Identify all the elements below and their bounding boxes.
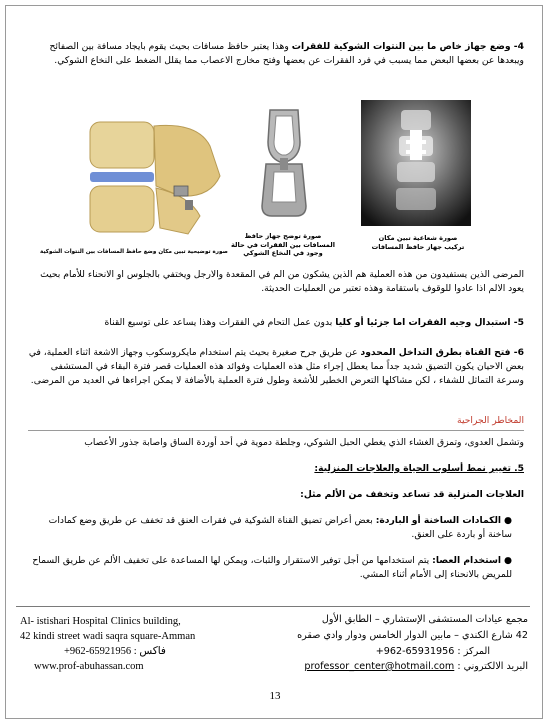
item5-text: بدون عمل التحام في الفقرات وهذا يساعد على توسيع القناة — [104, 317, 336, 328]
footer-email-link[interactable]: professor_center@hotmail.com — [304, 661, 455, 672]
footer-website-link[interactable]: www.prof-abuhassan.com — [34, 661, 144, 672]
spine-model-image — [70, 116, 230, 240]
risks-heading: المخاطر الجراحية — [457, 415, 524, 426]
device-caption: صورة توضح جهاز حافظ المسافات بين الفقرات في حالة وجود في النخاع الشوكي — [231, 232, 335, 257]
item4-text: وهذا يعتبر حافظ مسافات بحيث يقوم بايجاد مسافة بين الصفائح ويبعدها عن بعضها البعض مما يسبب في فرد الفقرات عن بعضها وفتح مخارج الاعصاب مما يقلل الضغط على النخاع الشوكي. — [49, 41, 524, 66]
item6-text: عن طريق جرح صغيرة بحيث يتم استخدام مايكروسكوب وجهاز الاشعة اثناء العملية، في بعض الاحيان يكون التضيق شديد جداً مما يعطل إجراء مثل هذه العمليات وفوائد هذه العمليات قصر فترة البقاء في المستشفى وسرعة التماثل للشفاء ، لكن مشاكلها التعرض الخطير للأشعة وطول فترة العملية بالأضافة لا يمكن اجراءها في العديد من المرضى. — [28, 347, 524, 386]
patients-paragraph: المرضى الذين يستفيدون من هذه العملية هم الذين يشكون من الم في المقعدة والارجل ويختفي بالجلوس او الانحناء للأمام بحيث يعود الالم اذا عادوا للوقوف باستقامة وهذه تعتبر من العمليات الحديثة. — [40, 269, 524, 294]
risks-divider — [28, 430, 524, 431]
footer-divider — [16, 606, 530, 607]
item6-title: 6- فتح القناة بطرق التداخل المحدود — [360, 347, 524, 358]
item5-paragraph — [28, 316, 524, 330]
item5-title: 5- استبدال وجيه الفقرات اما جزئيا أو كليا — [335, 317, 524, 328]
bullet-dot-icon: ● — [501, 555, 512, 566]
footer-ar-line4: البريد الالكتروني : professor_center@hotmail.com — [304, 661, 528, 672]
footer-ar-line1: مجمع عيادات المستشفى الإستشاري – الطابق الأول — [321, 614, 528, 625]
footer-en-line2: 42 kindi street wadi saqra square-Amman — [20, 631, 196, 642]
footer-en-line1: Al- istishari Hospital Clinics building, — [20, 616, 181, 627]
bullet-item: ● استخدام العصا: يتم استخدامها من أجل توفير الاستقرار والثبات، ويمكن لها المساعدة على تخفيف الألم عن طريق السماح للمريض بالانحناء إلى الأمام أثناء المشي. — [32, 555, 512, 580]
item4-title: 4- وضع جهاز خاص ما بين النتوات الشوكية للفقرات — [291, 41, 524, 52]
footer-ar-line2: 42 شارع الكندي – مابين الدوار الخامس ودوار وادي صقره — [297, 630, 528, 641]
risks-paragraph: وتشمل العدوى، وتمزق الغشاء الذي يغطي الحبل الشوكي، وجلطة دموية في أحد أوردة الساق واصابة جذور الأعصاب — [84, 437, 524, 448]
xray-image — [361, 100, 471, 226]
item4-paragraph — [28, 40, 524, 68]
spine-caption: صورة توضيحية تبين مكان وضع حافظ المسافات بين النتوات الشوكية — [40, 249, 228, 255]
bullet-dot-icon: ● — [501, 515, 512, 526]
item6-paragraph — [28, 346, 524, 388]
xray-caption: صورة شعاعية تبين مكان تركيب جهاز حافظ المسافات — [371, 234, 465, 251]
home-intro: العلاجات المنزلية قد تساعد وتخفف من الألم مثل: — [300, 489, 524, 500]
page-number: 13 — [269, 690, 281, 702]
device-image — [240, 102, 328, 222]
bullet-item: ● الكمادات الساخنة أو الباردة: بعض أعراض تضيق القناة الشوكية في فقرات العنق قد تخفف عن طريق وضع كمادات ساخنة أو باردة على العنق. — [48, 515, 512, 540]
footer-en-line3: فاكس : 65921956-962+ — [64, 646, 166, 657]
section5-title: 5. تغيير نمط أسلوب الحياة والعلاجات المنزلية: — [314, 463, 524, 474]
footer-ar-line3: المركز : 65931956-962+ — [375, 646, 490, 657]
